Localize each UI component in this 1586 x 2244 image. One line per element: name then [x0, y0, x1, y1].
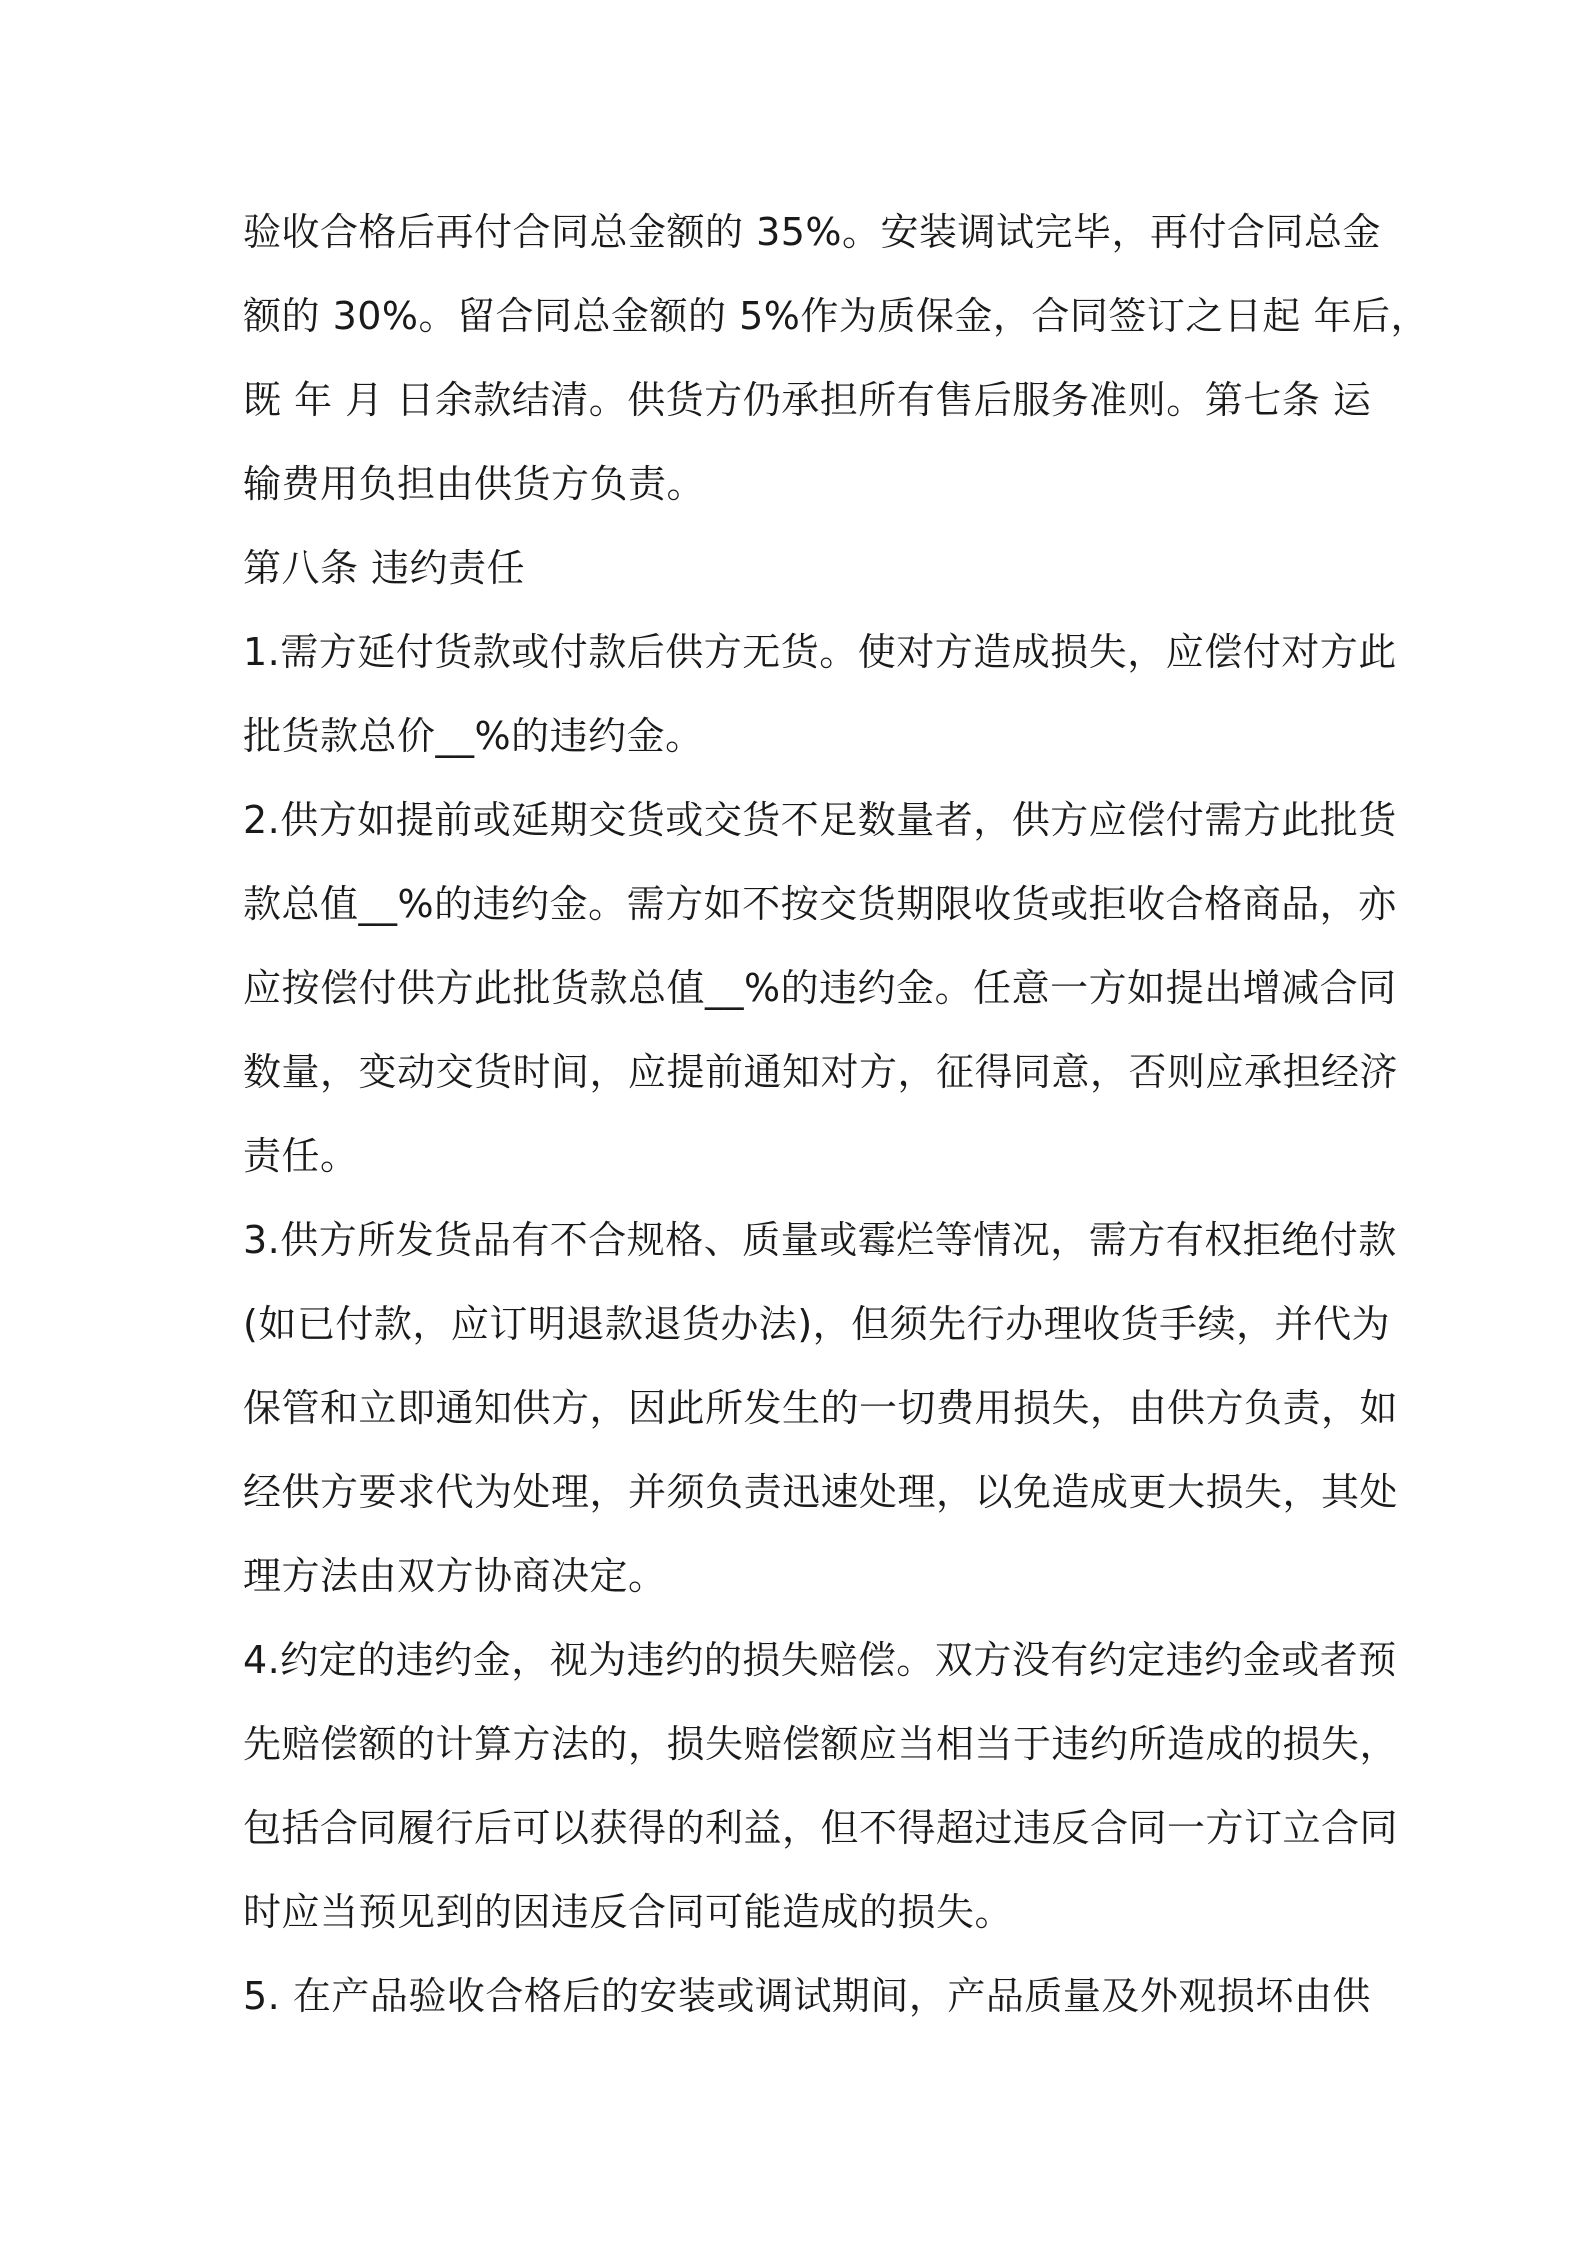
text-line-12: 责任。: [243, 1134, 359, 1178]
text-line-3: 既 年 月 日余款结清。供货方仍承担所有售后服务准则。第七条 运: [243, 378, 1372, 422]
text-line-6: 1.需方延付货款或付款后供方无货。使对方造成损失，应偿付对方此: [243, 630, 1397, 674]
text-line-4: 输费用负担由供货方负责。: [243, 462, 706, 506]
text-line-7: 批货款总价__%的违约金。: [243, 714, 704, 758]
text-line-22: 5. 在产品验收合格后的安装或调试期间，产品质量及外观损坏由供: [243, 1974, 1371, 2018]
text-line-2: 额的 30%。留合同总金额的 5%作为质保金，合同签订之日起 年后，: [243, 294, 1429, 338]
text-line-19: 先赔偿额的计算方法的，损失赔偿额应当相当于违约所造成的损失，: [243, 1722, 1399, 1766]
text-line-14: (如已付款，应订明退款退货办法)，但须先行办理收货手续，并代为: [243, 1302, 1391, 1346]
text-line-16: 经供方要求代为处理，并须负责迅速处理，以免造成更大损失，其处: [243, 1470, 1399, 1514]
text-line-10: 应按偿付供方此批货款总值__%的违约金。任意一方如提出增减合同: [243, 966, 1397, 1010]
text-line-20: 包括合同履行后可以获得的利益，但不得超过违反合同一方订立合同: [243, 1806, 1399, 1850]
text-line-1: 验收合格后再付合同总金额的 35%。安装调试完毕，再付合同总金: [243, 210, 1382, 254]
text-line-18: 4.约定的违约金，视为违约的损失赔偿。双方没有约定违约金或者预: [243, 1638, 1397, 1682]
text-line-9: 款总值__%的违约金。需方如不按交货期限收货或拒收合格商品，亦: [243, 882, 1397, 926]
section-heading-article-8: 第八条 违约责任: [243, 546, 526, 590]
text-line-17: 理方法由双方协商决定。: [243, 1554, 667, 1598]
text-line-11: 数量，变动交货时间，应提前通知对方，征得同意，否则应承担经济: [243, 1050, 1399, 1094]
text-line-15: 保管和立即通知供方，因此所发生的一切费用损失，由供方负责，如: [243, 1386, 1399, 1430]
text-line-8: 2.供方如提前或延期交货或交货不足数量者，供方应偿付需方此批货: [243, 798, 1397, 842]
text-line-13: 3.供方所发货品有不合规格、质量或霉烂等情况，需方有权拒绝付款: [243, 1218, 1397, 1262]
text-line-21: 时应当预见到的因违反合同可能造成的损失。: [243, 1890, 1014, 1934]
contract-text: [243, 190, 1429, 2038]
